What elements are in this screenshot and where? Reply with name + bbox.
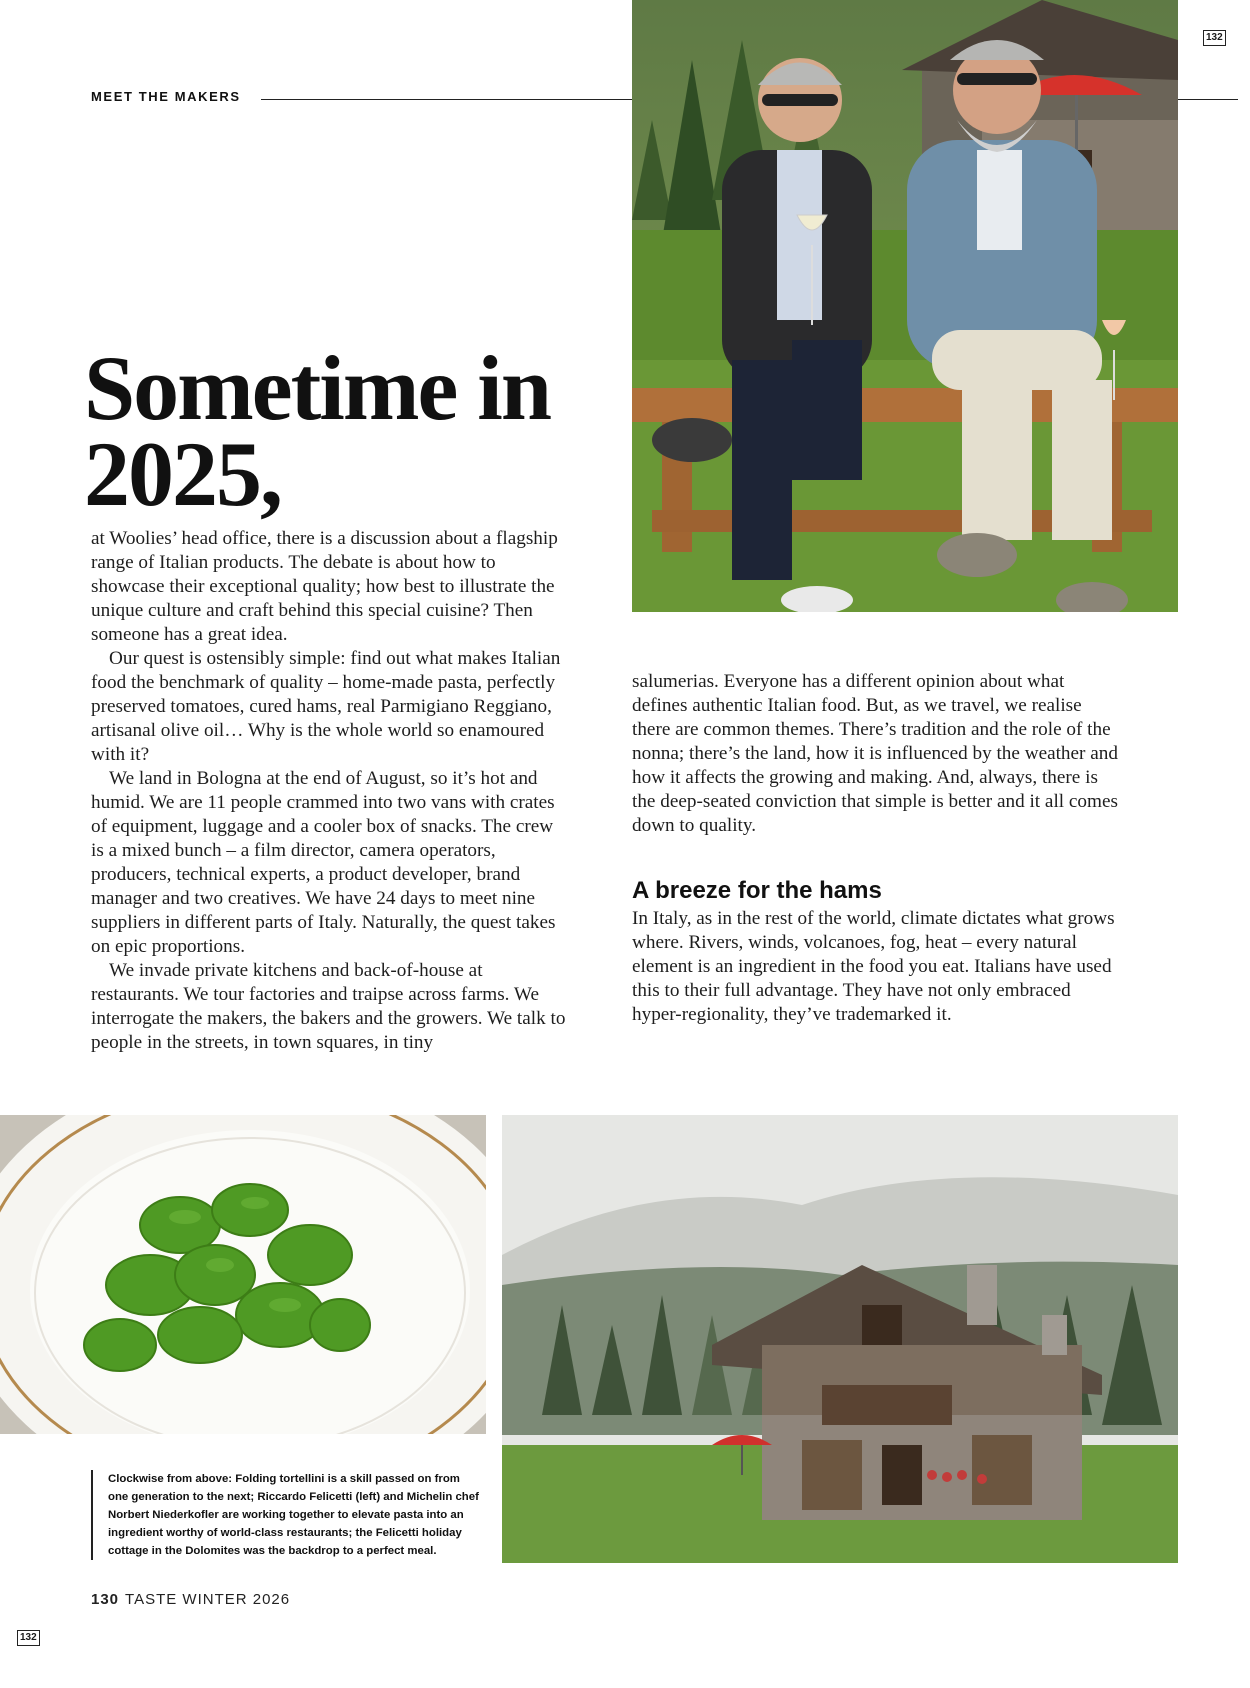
makers-portrait-photo — [632, 0, 1178, 612]
section-rule-right — [1176, 99, 1238, 100]
subheading: A breeze for the hams — [632, 877, 882, 904]
body-paragraph: We invade private kitchens and back-of-house at restaurants. We tour factories and traipse across farms. We interrogate the makers, the bakers and the growers. We talk to people in the streets, in town squares, in tiny — [91, 960, 566, 1053]
body-column-left — [91, 527, 569, 1055]
page-marker-top: 132 — [1203, 30, 1226, 46]
body-column-right — [632, 670, 1122, 838]
folio — [91, 1591, 290, 1608]
body-paragraph: Our quest is ostensibly simple: find out what makes Italian food the benchmark of quality – home-made pasta, perfectly preserved tomatoes, cured hams, real Parmigiano Reggiano, artisanal olive oil… Why is the whole world so enamoured with it? — [91, 648, 561, 765]
headline: Sometime in 2025, — [84, 337, 551, 525]
dolomites-cottage-photo — [502, 1115, 1178, 1563]
body-paragraph: salumerias. Everyone has a different opinion about what defines authentic Italian food. But, as we travel, we realise there are common themes. There’s tradition and the role of the nonna; there’s the land, how it is influenced by the weather and how it affects the growing and making. And, always, there is the deep-seated conviction that simple is better and it all comes down to quality. — [632, 671, 1118, 836]
photo-caption: Clockwise from above: Folding tortellini is a skill passed on from one generation to the next; Riccardo Felicetti (left) and Michelin chef Norbert Niederkofler are working together to elevate pasta into an ingredient worthy of world-class restaurants; the Felicetti holiday cottage in the Dolomites was the backdrop to a perfect meal. — [91, 1470, 481, 1560]
body-column-right-section — [632, 907, 1122, 1027]
body-paragraph: In Italy, as in the rest of the world, climate dictates what grows where. Rivers, winds, volcanoes, fog, heat – every natural element is an ingredient in the food you eat. Italians have used this to their full advantage. They have not only embraced hyper-regionality, they’ve trademarked it. — [632, 908, 1115, 1025]
page-marker-bottom: 132 — [17, 1630, 40, 1646]
folio-publication: TASTE WINTER 2026 — [125, 1591, 291, 1608]
folio-page-number: 130 — [91, 1591, 120, 1608]
body-paragraph: We land in Bologna at the end of August, so it’s hot and humid. We are 11 people crammed into two vans with crates of equipment, luggage and a cooler box of snacks. The crew is a mixed bunch – a film director, camera operators, producers, technical experts, a product developer, brand manager and two creatives. We have 24 days to meet nine suppliers in different parts of Italy. Naturally, the quest takes on epic proportions. — [91, 768, 556, 957]
tortellini-plate-photo — [0, 1115, 486, 1434]
section-label: MEET THE MAKERS — [91, 89, 241, 104]
body-paragraph: at Woolies’ head office, there is a discussion about a flagship range of Italian products. The debate is about how to showcase their exceptional quality; how best to illustrate the unique culture and craft behind this special cuisine? Then someone has a great idea. — [91, 528, 558, 645]
section-rule — [261, 99, 632, 100]
